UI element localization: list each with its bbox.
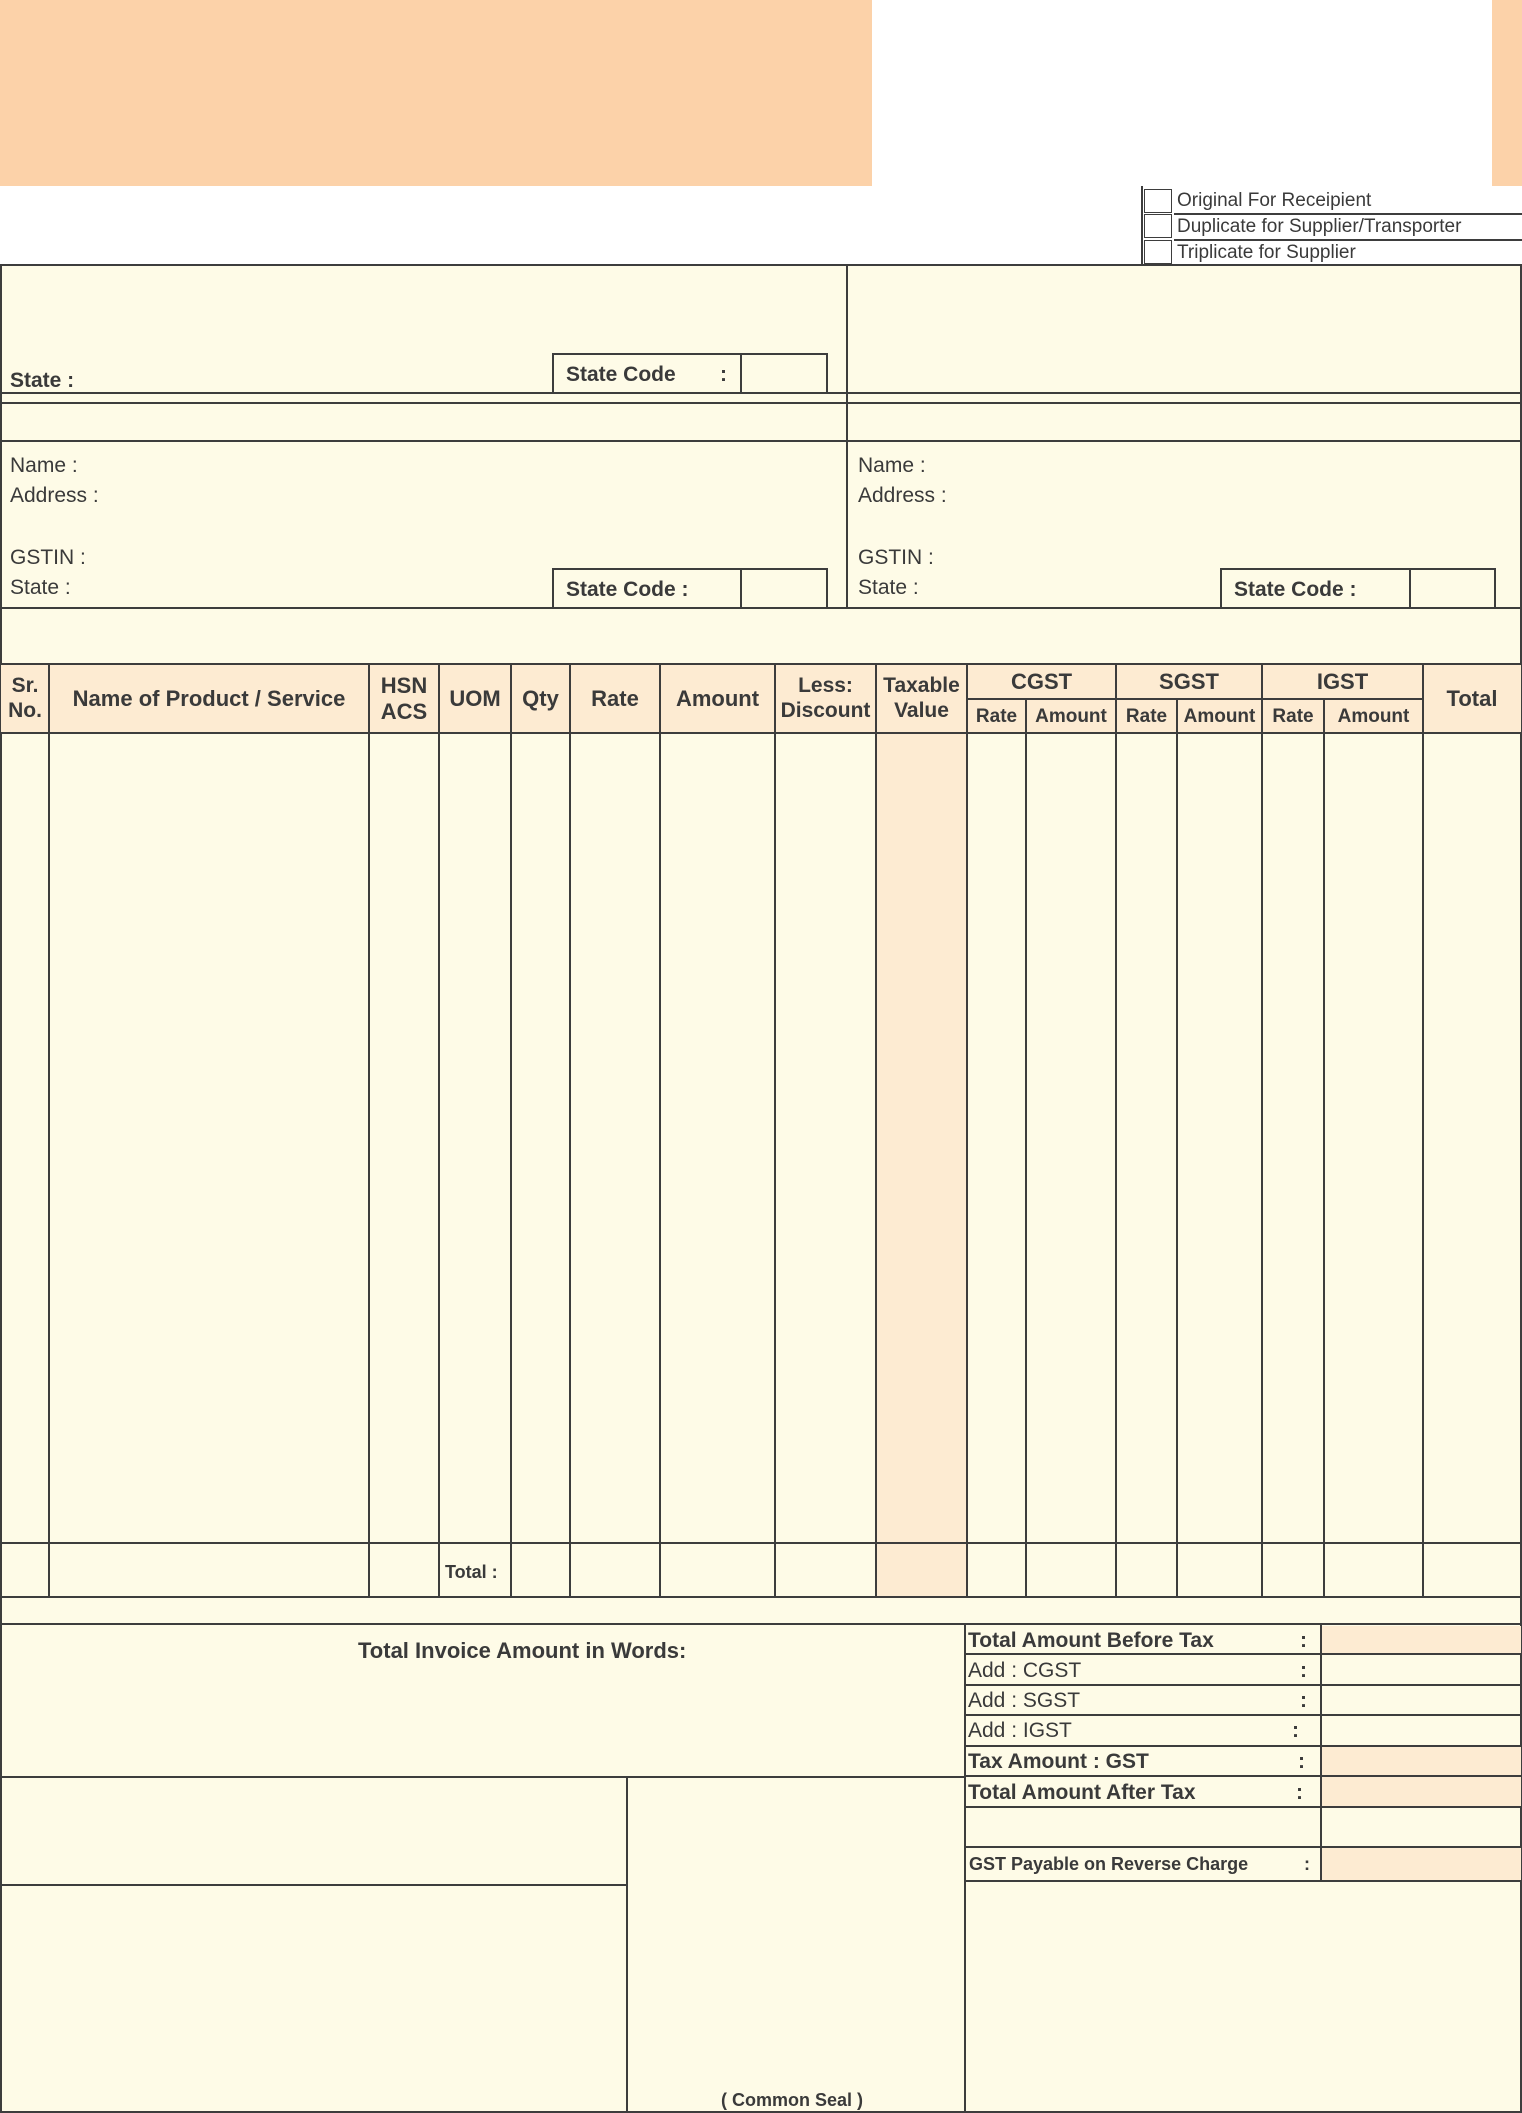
header-band-right	[1492, 0, 1522, 186]
shipped-name-label: Name :	[858, 454, 926, 477]
col-header-amount: Amount	[675, 685, 760, 711]
col-header-uom: UOM	[449, 685, 501, 711]
copy-type-duplicate: Duplicate for Supplier/Transporter	[1177, 216, 1462, 237]
igst-amount-header: Amount	[1337, 705, 1410, 727]
col-header-sgst: SGST	[1159, 668, 1219, 694]
shipped-gstin-label: GSTIN :	[858, 546, 934, 569]
total-after-tax-colon: :	[1296, 1781, 1303, 1804]
col-header-igst: IGST	[1316, 668, 1369, 694]
billed-state-code-label: State Code :	[566, 578, 689, 601]
col-header-cgst: CGST	[1010, 668, 1073, 694]
sgst-amount-header: Amount	[1183, 705, 1256, 727]
col-header-qty: Qty	[522, 685, 559, 711]
header-band	[0, 0, 872, 186]
reverse-charge-label: GST Payable on Reverse Charge	[969, 1854, 1249, 1874]
triplicate-checkbox[interactable]	[1144, 240, 1172, 264]
col-header-rate: Rate	[591, 685, 639, 711]
supplier-state-code-label: State Code	[566, 363, 676, 386]
invoice-words-label: Total Invoice Amount in Words:	[358, 1638, 687, 1663]
total-before-tax-colon: :	[1300, 1629, 1307, 1652]
shipped-address-label: Address :	[858, 484, 947, 507]
shipped-state-code-label: State Code :	[1234, 578, 1357, 601]
igst-rate-header: Rate	[1272, 705, 1314, 727]
tax-amount-gst-label: Tax Amount : GST	[968, 1750, 1149, 1773]
billed-state-code-value[interactable]	[743, 570, 826, 607]
add-cgst-colon: :	[1300, 1659, 1307, 1682]
duplicate-checkbox[interactable]	[1144, 214, 1172, 238]
common-seal-label: ( Common Seal )	[721, 2090, 864, 2110]
col-header-taxable: Taxable Value	[883, 674, 960, 722]
add-igst-label: Add : IGST	[968, 1719, 1072, 1742]
sgst-rate-header: Rate	[1125, 705, 1168, 727]
items-body[interactable]	[2, 734, 1520, 1542]
cgst-rate-header: Rate	[975, 705, 1018, 727]
shipped-state-label: State :	[858, 576, 919, 599]
tax-amount-gst-colon: :	[1298, 1750, 1305, 1773]
billed-gstin-label: GSTIN :	[10, 546, 86, 569]
add-cgst-label: Add : CGST	[968, 1659, 1082, 1682]
add-igst-colon: :	[1292, 1719, 1299, 1742]
col-header-product: Name of Product / Service	[72, 685, 346, 711]
copy-type-triplicate: Triplicate for Supplier	[1177, 242, 1356, 263]
add-sgst-colon: :	[1300, 1689, 1307, 1712]
total-row-label: Total :	[445, 1562, 498, 1582]
supplier-state-label: State :	[10, 369, 75, 392]
supplier-state-code-colon: :	[720, 363, 727, 386]
col-header-sr-no: Sr. No.	[8, 674, 42, 722]
copy-type-original: Original For Receipient	[1177, 190, 1372, 211]
col-header-discount: Less: Discount	[780, 674, 871, 722]
col-header-total: Total	[1446, 685, 1498, 711]
col-header-hsn: HSN ACS	[380, 673, 428, 724]
original-checkbox[interactable]	[1144, 189, 1172, 213]
billed-state-label: State :	[10, 576, 71, 599]
total-before-tax-label: Total Amount Before Tax	[968, 1629, 1214, 1652]
add-sgst-label: Add : SGST	[968, 1689, 1081, 1712]
billed-name-label: Name :	[10, 454, 78, 477]
billed-address-label: Address :	[10, 484, 99, 507]
total-after-tax-label: Total Amount After Tax	[968, 1781, 1196, 1804]
reverse-charge-colon: :	[1304, 1854, 1310, 1874]
supplier-state-code-value[interactable]	[743, 355, 826, 392]
cgst-amount-header: Amount	[1035, 705, 1107, 727]
shipped-state-code-value[interactable]	[1412, 570, 1495, 607]
